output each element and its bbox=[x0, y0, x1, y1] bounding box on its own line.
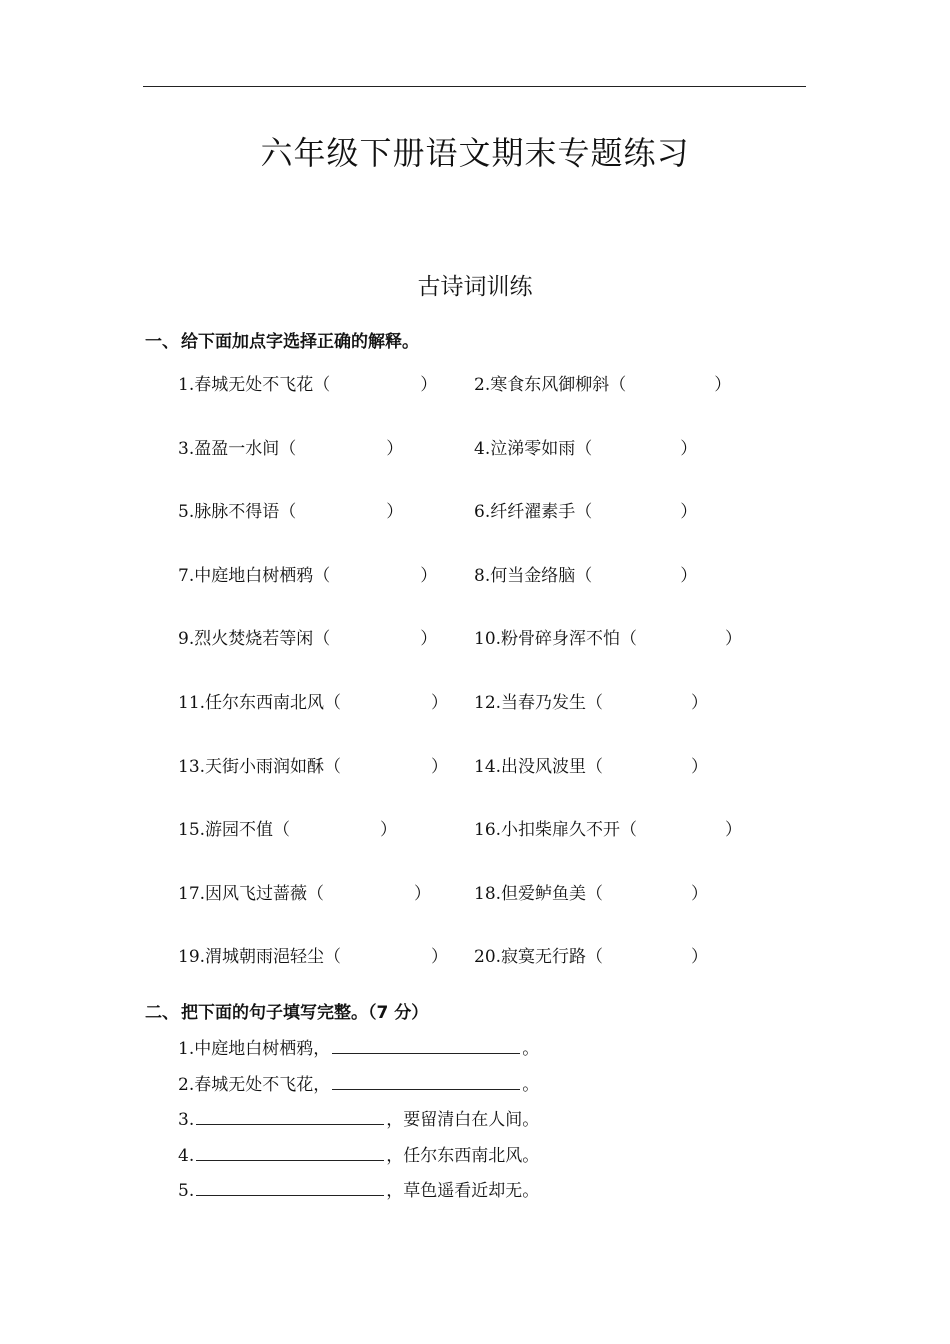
question-item: 2.寒食东风御柳斜（ ） bbox=[474, 375, 732, 395]
question-item: 17.因风飞过蔷薇（ ） bbox=[178, 883, 432, 904]
header-rule bbox=[143, 86, 806, 87]
question-item: 8.何当金络脑（ ） bbox=[474, 565, 698, 586]
section2-number: 二、 bbox=[145, 1003, 179, 1023]
page-title: 六年级下册语文期末专题练习 bbox=[260, 134, 690, 172]
answer-blank[interactable] bbox=[196, 1146, 384, 1161]
question-item: 1.春城无处不飞花（ ） bbox=[178, 375, 438, 395]
question-item: 12.当春乃发生（ ） bbox=[474, 692, 709, 713]
question-row bbox=[178, 434, 798, 498]
section1-heading-text: 给下面加点字选择正确的解释。 bbox=[181, 332, 419, 352]
answer-blank[interactable] bbox=[196, 1181, 384, 1196]
question-item: 19.渭城朝雨浥轻尘（ ） bbox=[178, 947, 449, 968]
answer-blank[interactable] bbox=[196, 1110, 384, 1125]
question-item: 20.寂寞无行路（ ） bbox=[474, 947, 709, 968]
question-grid bbox=[178, 370, 798, 1006]
fill-in-line: 1.中庭地白树栖鸦， 。 bbox=[178, 1039, 540, 1059]
fill-in-line: 3. ，要留清白在人间。 bbox=[178, 1110, 540, 1130]
question-item: 18.但爱鲈鱼美（ ） bbox=[474, 883, 709, 904]
question-row bbox=[178, 624, 798, 688]
question-item: 7.中庭地白树栖鸦（ ） bbox=[178, 565, 438, 586]
question-row bbox=[178, 815, 798, 879]
question-row bbox=[178, 879, 798, 943]
section1-number: 一、 bbox=[145, 332, 179, 352]
answer-blank[interactable] bbox=[332, 1075, 520, 1090]
question-item: 11.任尔东西南北风（ ） bbox=[178, 692, 449, 713]
question-item: 16.小扣柴扉久不开（ ） bbox=[474, 820, 743, 841]
section1-heading bbox=[145, 327, 419, 352]
question-item: 9.烈火焚烧若等闲（ ） bbox=[178, 629, 438, 650]
fill-in-list bbox=[178, 1034, 539, 1212]
question-row bbox=[178, 752, 798, 816]
question-row bbox=[178, 942, 798, 1006]
section-subtitle: 古诗词训练 bbox=[417, 274, 533, 300]
question-item: 15.游园不值（ ） bbox=[178, 820, 398, 841]
section2-heading-text: 把下面的句子填写完整。（7 分） bbox=[181, 1003, 429, 1023]
question-row bbox=[178, 561, 798, 625]
question-item: 6.纤纤濯素手（ ） bbox=[474, 502, 698, 523]
question-item: 5.脉脉不得语（ ） bbox=[178, 502, 404, 523]
answer-blank[interactable] bbox=[332, 1039, 520, 1054]
question-item: 4.泣涕零如雨（ ） bbox=[474, 438, 698, 459]
question-item: 10.粉骨碎身浑不怕（ ） bbox=[474, 629, 743, 650]
fill-in-line: 2.春城无处不飞花， 。 bbox=[178, 1074, 540, 1095]
question-row bbox=[178, 497, 798, 561]
question-item: 13.天街小雨润如酥（ ） bbox=[178, 756, 449, 777]
fill-in-line: 5. ，草色遥看近却无。 bbox=[178, 1181, 540, 1201]
question-item: 14.出没风波里（ ） bbox=[474, 756, 709, 777]
section2-heading bbox=[145, 998, 428, 1023]
question-row bbox=[178, 688, 798, 752]
question-item: 3.盈盈一水间（ ） bbox=[178, 438, 404, 459]
fill-in-line: 4. ，任尔东西南北风。 bbox=[178, 1145, 540, 1166]
question-row bbox=[178, 370, 798, 434]
